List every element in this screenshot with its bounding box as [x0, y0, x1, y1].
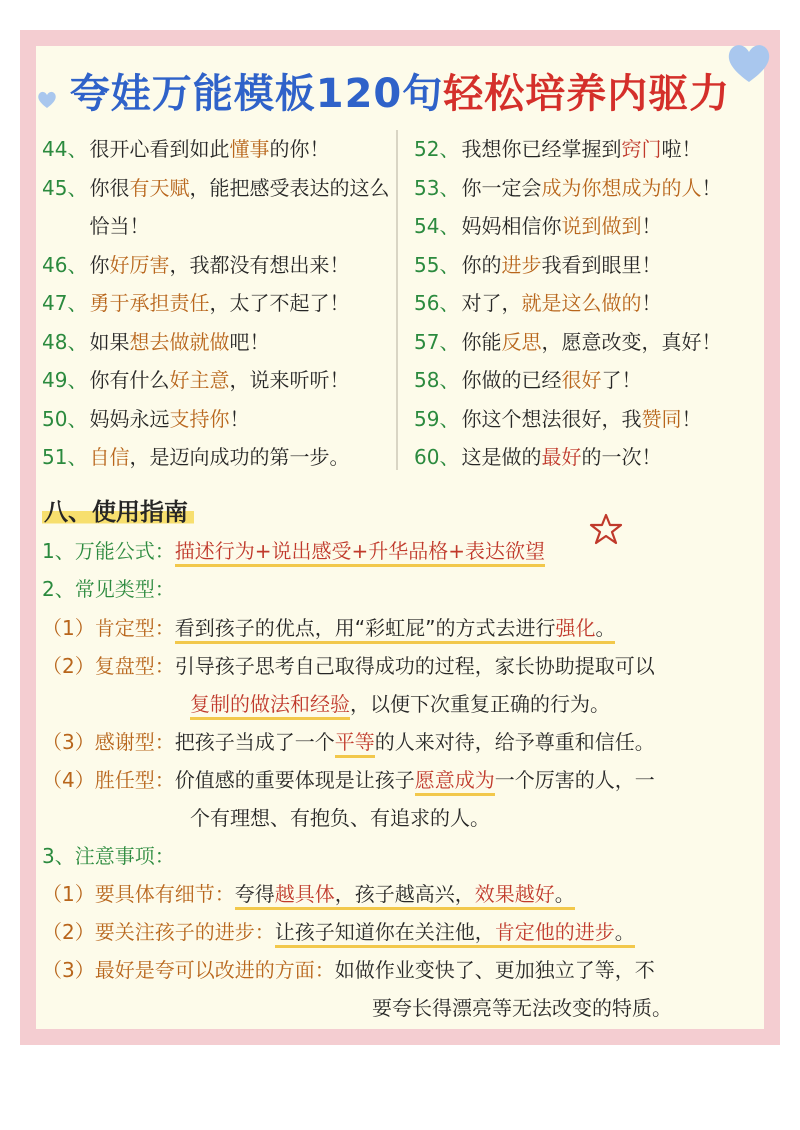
item-number: 53、	[414, 175, 460, 200]
note-label: （3）最好是夸可以改进的方面：	[42, 958, 335, 982]
item-number: 44、	[42, 137, 88, 161]
item-highlight: 说到做到	[561, 214, 642, 238]
item-text: ！	[229, 406, 250, 431]
list-item	[414, 400, 769, 439]
list-item	[414, 323, 769, 362]
item-text: 这是做的	[461, 445, 542, 469]
type-competence-cont	[190, 800, 490, 837]
item-text: 你的	[461, 252, 502, 277]
types-label	[42, 571, 175, 608]
type-label: （2）复盘型：	[42, 654, 175, 678]
type-text: 引导孩子思考自己取得成功的过程，家长协助提取可以	[174, 654, 655, 678]
type-highlight: 平等	[335, 730, 375, 758]
note-text: 。	[614, 920, 635, 944]
list-item	[414, 130, 769, 169]
page-title	[0, 62, 800, 119]
item-number: 52、	[414, 137, 460, 161]
phrase-list-right	[414, 130, 769, 477]
item-highlight: 勇于承担责任	[89, 291, 210, 315]
item-text: 你做的已经	[461, 368, 562, 392]
item-text: ，我都没有想出来！	[169, 252, 350, 277]
list-item	[42, 284, 392, 323]
type-competence	[42, 762, 655, 799]
type-text: 的人来对待，给予尊重和信任。	[374, 730, 655, 754]
item-text: 我看到眼里！	[541, 252, 662, 277]
note-text: 要夸长得漂亮等无法改变的特质。	[372, 996, 672, 1020]
note-text: ，孩子越高兴，	[334, 882, 475, 906]
item-highlight: 赞同	[641, 406, 682, 431]
item-text: ，太了不起了！	[209, 291, 350, 315]
note-3	[42, 952, 655, 989]
note-highlight: 越具体	[274, 882, 335, 906]
type-text: 看到孩子的优点，用“彩虹屁”的方式去进行	[174, 616, 556, 640]
item-highlight: 很好	[561, 368, 602, 392]
item-highlight: 自信	[89, 445, 130, 469]
item-text: 你有什么	[89, 368, 170, 392]
item-number: 46、	[42, 252, 88, 277]
item-text: ！	[641, 291, 662, 315]
item-text: 妈妈永远	[89, 406, 170, 431]
notes-heading: 3、注意事项：	[42, 844, 175, 868]
list-item	[414, 169, 769, 208]
type-text: ，以便下次重复正确的行为。	[350, 692, 610, 716]
type-text: 一个厉害的人，一	[494, 768, 655, 792]
item-number: 48、	[42, 329, 88, 354]
item-highlight: 好厉害	[109, 252, 170, 277]
note-2	[42, 914, 635, 951]
list-item	[42, 169, 392, 246]
item-number: 58、	[414, 368, 460, 392]
note-text: 如做作业变快了、更加独立了等，不	[334, 958, 655, 982]
note-highlight: 效果越好	[474, 882, 555, 906]
type-review	[42, 648, 655, 685]
note-label: （1）要具体有细节：	[42, 882, 235, 906]
list-item	[414, 207, 769, 246]
type-highlight: 强化	[555, 616, 596, 640]
item-highlight: 反思	[501, 329, 542, 354]
item-text: 如果	[89, 329, 130, 354]
item-highlight: 成为你想成为的人	[541, 175, 702, 200]
item-text: 妈妈相信你	[461, 214, 562, 238]
type-review-cont	[190, 686, 610, 723]
item-number: 45、	[42, 175, 88, 200]
type-affirm	[42, 610, 615, 647]
type-text: 价值感的重要体现是让孩子	[174, 768, 415, 792]
type-label: （4）胜任型：	[42, 768, 175, 792]
note-text: 夸得	[234, 882, 275, 906]
item-highlight: 好主意	[169, 368, 230, 392]
item-highlight: 支持你	[169, 406, 230, 431]
item-number: 60、	[414, 445, 460, 469]
item-number: 49、	[42, 368, 88, 392]
note-text: 。	[554, 882, 575, 906]
type-highlight: 复制的做法和经验	[190, 692, 350, 720]
item-number: 55、	[414, 252, 460, 277]
item-text: 你这个想法很好，我	[461, 406, 642, 431]
column-divider	[396, 130, 398, 470]
section-heading: 八、使用指南	[42, 492, 194, 527]
item-number: 56、	[414, 291, 460, 315]
type-highlight: 愿意成为	[415, 768, 495, 796]
item-number: 47、	[42, 291, 88, 315]
formula-row	[42, 533, 545, 570]
item-text: ，是迈向成功的第一步。	[129, 445, 350, 469]
item-text: 的一次！	[581, 445, 662, 469]
type-text: 把孩子当成了一个	[174, 730, 335, 754]
note-highlight: 肯定他的进步	[494, 920, 615, 944]
item-text: 我想你已经掌握到	[461, 137, 622, 161]
item-text: 吧！	[229, 329, 270, 354]
list-item	[42, 438, 392, 477]
item-text: ，说来听听！	[229, 368, 350, 392]
type-text: 。	[595, 616, 616, 640]
type-thanks	[42, 724, 655, 761]
list-item	[42, 130, 392, 169]
title-part-red: 轻松培养内驱力	[443, 71, 731, 117]
item-highlight: 就是这么做的	[521, 291, 642, 315]
item-highlight: 有天赋	[129, 175, 190, 200]
note-3-cont	[372, 990, 672, 1027]
title-part-blue: 夸娃万能模板120句	[69, 71, 444, 117]
formula-text: 描述行为+说出感受+升华品格+表达欲望	[175, 539, 545, 567]
type-label: （1）肯定型：	[42, 616, 175, 640]
item-number: 50、	[42, 406, 88, 431]
item-highlight: 最好	[541, 445, 582, 469]
item-text: 了！	[601, 368, 642, 392]
list-item	[42, 400, 392, 439]
list-item	[42, 323, 392, 362]
item-text: 很开心看到如此	[89, 137, 230, 161]
item-text: ！	[701, 175, 722, 200]
item-text: 你一定会	[461, 175, 542, 200]
list-item	[414, 284, 769, 323]
item-highlight: 懂事	[229, 137, 270, 161]
types-heading: 2、常见类型：	[42, 577, 175, 601]
type-text: 个有理想、有抱负、有追求的人。	[190, 806, 490, 830]
note-1	[42, 876, 575, 913]
item-text: ！	[641, 214, 662, 238]
star-icon	[588, 512, 624, 546]
note-text: 让孩子知道你在关注他，	[274, 920, 495, 944]
item-text: ，愿意改变，真好！	[541, 329, 722, 354]
phrase-list-left	[42, 130, 392, 477]
list-item	[414, 361, 769, 400]
item-number: 54、	[414, 214, 460, 238]
formula-label: 1、万能公式：	[42, 539, 175, 563]
item-text: ，能把感受表达的这么恰当！	[89, 175, 390, 238]
item-text: 你能	[461, 329, 502, 354]
list-item	[414, 246, 769, 285]
item-highlight: 进步	[501, 252, 542, 277]
item-highlight: 窍门	[621, 137, 662, 161]
item-number: 51、	[42, 445, 88, 469]
list-item	[414, 438, 769, 477]
notes-label	[42, 838, 175, 875]
item-text: 你很	[89, 175, 130, 200]
item-text: 的你！	[269, 137, 330, 161]
item-text: ！	[681, 406, 702, 431]
list-item	[42, 361, 392, 400]
item-text: 对了，	[461, 291, 522, 315]
item-text: 你	[89, 252, 110, 277]
item-text: 啦！	[661, 137, 702, 161]
type-label: （3）感谢型：	[42, 730, 175, 754]
item-number: 59、	[414, 406, 460, 431]
item-number: 57、	[414, 329, 460, 354]
item-highlight: 想去做就做	[129, 329, 230, 354]
list-item	[42, 246, 392, 285]
note-label: （2）要关注孩子的进步：	[42, 920, 275, 944]
